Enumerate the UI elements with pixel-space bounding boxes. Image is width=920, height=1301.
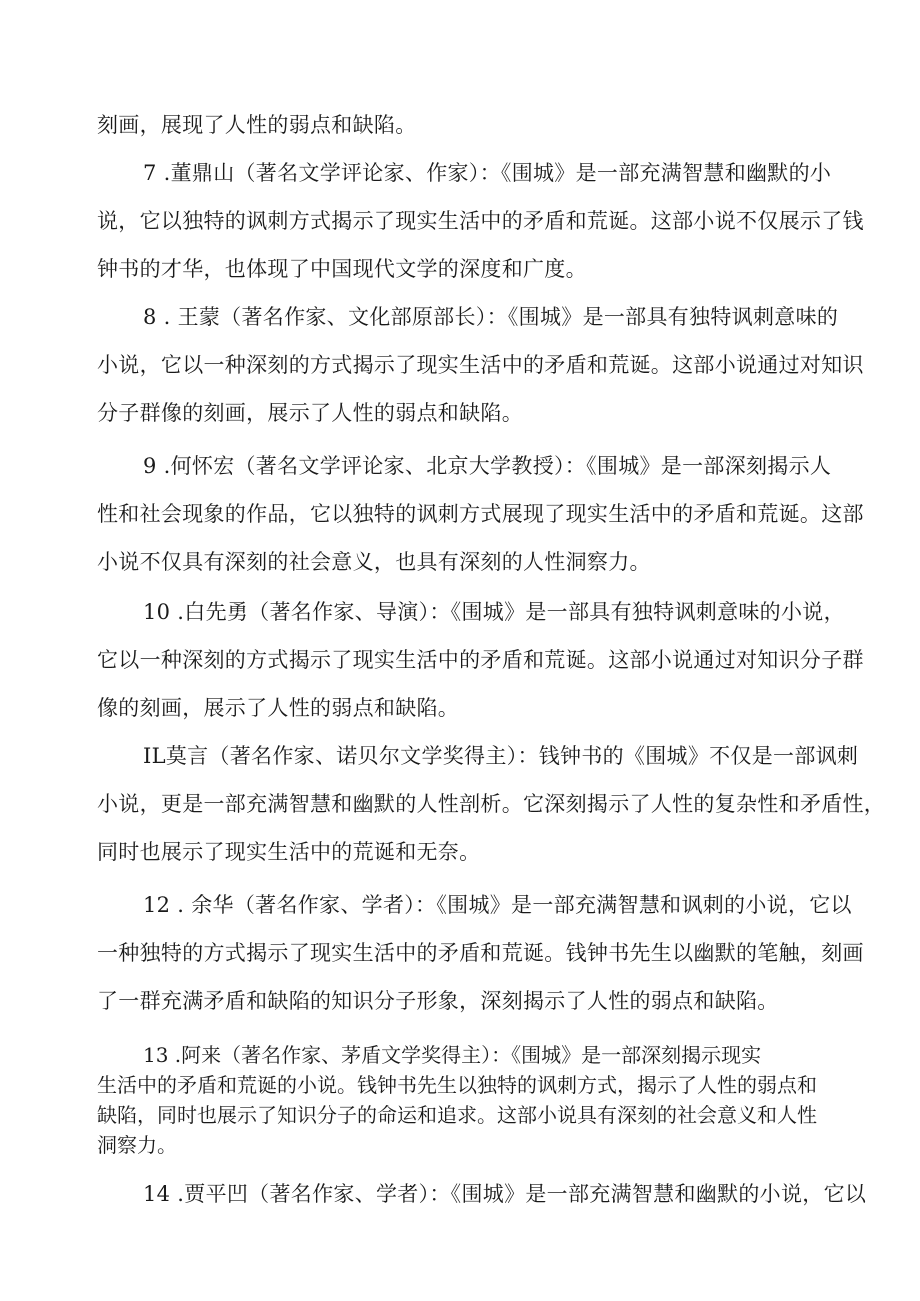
paragraph-11-line: IL莫言（著名作家、诺贝尔文学奖得主）：钱钟书的《围城》不仅是一部讽刺 bbox=[143, 744, 859, 768]
paragraph-13-line: 13 .阿来（著名作家、茅盾文学奖得主）：《围城》是一部深刻揭示现实 bbox=[143, 1043, 762, 1067]
text-line: 一种独特的方式揭示了现实生活中的矛盾和荒诞。钱钟书先生以幽默的笔触，刻画 bbox=[97, 941, 864, 965]
text-line: 说，它以独特的讽刺方式揭示了现实生活中的矛盾和荒诞。这部小说不仅展示了钱 bbox=[97, 209, 864, 233]
text-line: 缺陷，同时也展示了知识分子的命运和追求。这部小说具有深刻的社会意义和人性 bbox=[97, 1103, 817, 1127]
text-line: 小说，更是一部充满智慧和幽默的人性剖析。它深刻揭示了人性的复杂性和矛盾性， bbox=[97, 792, 886, 816]
text-line: 性和社会现象的作品，它以独特的讽刺方式展现了现实生活中的矛盾和荒诞。这部 bbox=[97, 502, 864, 526]
paragraph-7-line: 7 .董鼎山（著名文学评论家、作家）：《围城》是一部充满智慧和幽默的小 bbox=[143, 161, 832, 185]
text-line: 钟书的才华，也体现了中国现代文学的深度和广度。 bbox=[97, 257, 587, 281]
text-line: 小说，它以一种深刻的方式揭示了现实生活中的矛盾和荒诞。这部小说通过对知识 bbox=[97, 353, 864, 377]
text-line: 像的刻画，展示了人性的弱点和缺陷。 bbox=[97, 696, 460, 720]
text-line: 刻画，展现了人性的弱点和缺陷。 bbox=[97, 113, 417, 137]
paragraph-9-line: 9 .何怀宏（著名文学评论家、北京大学教授）：《围城》是一部深刻揭示人 bbox=[143, 454, 832, 478]
text-line: 生活中的矛盾和荒诞的小说。钱钟书先生以独特的讽刺方式，揭示了人性的弱点和 bbox=[97, 1073, 817, 1097]
text-line: 分子群像的刻画，展示了人性的弱点和缺陷。 bbox=[97, 401, 523, 425]
paragraph-14-line: 14 .贾平凹（著名作家、学者）：《围城》是一部充满智慧和幽默的小说，它以 bbox=[143, 1182, 867, 1206]
text-line: 了一群充满矛盾和缺陷的知识分子形象，深刻揭示了人性的弱点和缺陷。 bbox=[97, 989, 779, 1013]
paragraph-8-line: 8 . 王蒙（著名作家、文化部原部长）：《围城》是一部具有独特讽刺意味的 bbox=[143, 305, 839, 329]
text-line: 同时也展示了现实生活中的荒诞和无奈。 bbox=[97, 840, 481, 864]
text-line: 洞察力。 bbox=[97, 1133, 177, 1157]
text-line: 小说不仅具有深刻的社会意义，也具有深刻的人性洞察力。 bbox=[97, 550, 651, 574]
text-line: 它以一种深刻的方式揭示了现实生活中的矛盾和荒诞。这部小说通过对知识分子群 bbox=[97, 648, 864, 672]
paragraph-10-line: 10 .白先勇（著名作家、导演）：《围城》是一部具有独特讽刺意味的小说， bbox=[143, 600, 845, 624]
paragraph-12-line: 12 . 余华（著名作家、学者）：《围城》是一部充满智慧和讽刺的小说，它以 bbox=[143, 893, 852, 917]
